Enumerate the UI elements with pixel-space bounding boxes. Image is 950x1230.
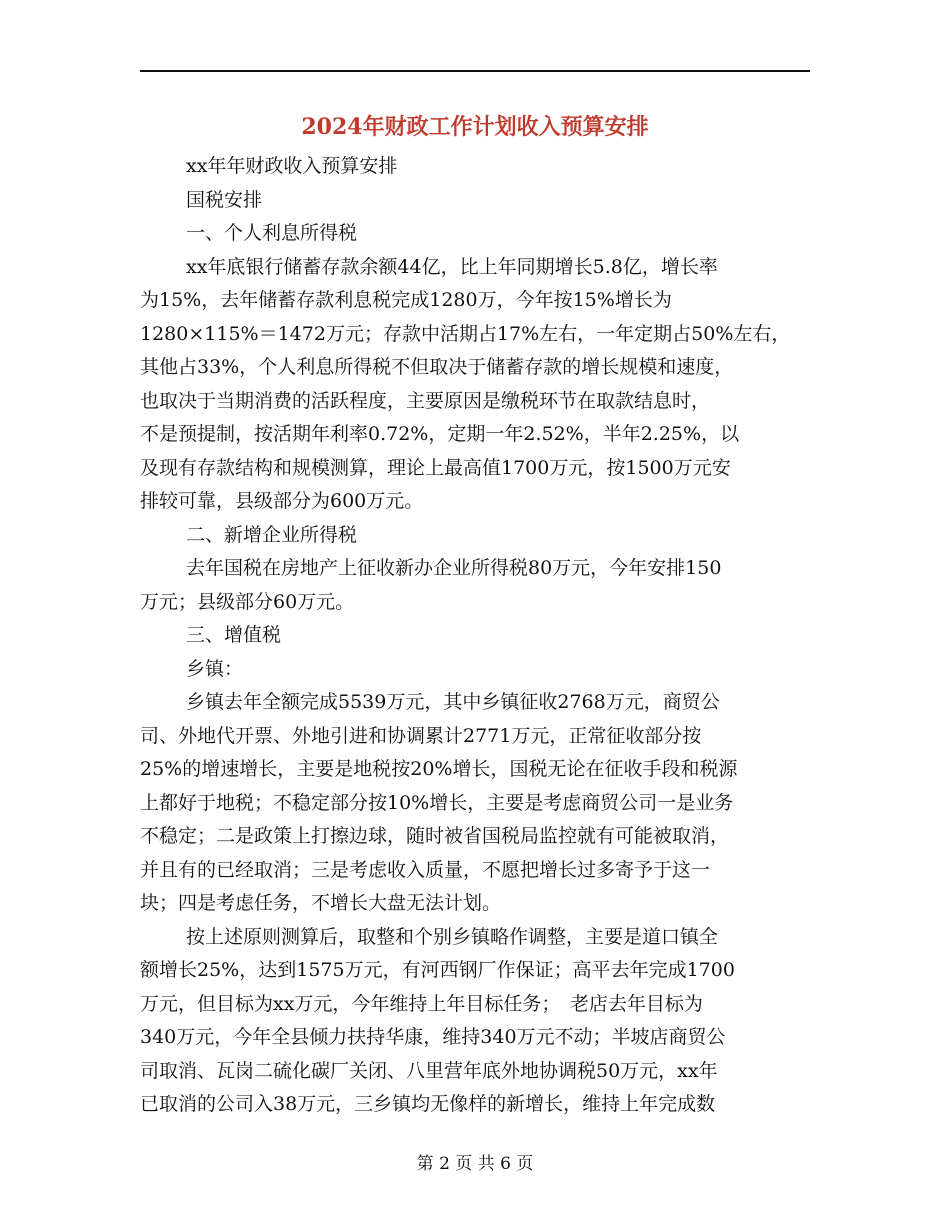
body-line: 万元；县级部分60万元。: [140, 590, 355, 613]
body-line: 也取决于当期消费的活跃程度，主要原因是缴税环节在取款结息时，: [140, 389, 711, 412]
body-line: 国税安排: [186, 188, 263, 211]
body-line: 司、外地代开票、外地引进和协调累计2771万元，正常征收部分按: [140, 724, 702, 747]
body-line: 排较可靠，县级部分为600万元。: [140, 490, 424, 512]
body-line: 及现有存款结构和规模测算，理论上最高值1700万元，按1500万元安: [140, 456, 731, 479]
body-line: 一、个人利息所得税: [186, 222, 358, 244]
body-line: 二、新增企业所得税: [186, 523, 358, 546]
body-line: 乡镇去年全额完成5539万元，其中乡镇征收2768万元，商贸公: [186, 691, 720, 713]
document-title: 2024年财政工作计划收入预算安排: [301, 114, 649, 140]
body-line: 块；四是考虑任务，不增长大盘无法计划。: [140, 892, 502, 914]
body-line: 去年国税在房地产上征收新办企业所得税80万元，今年安排150: [186, 557, 722, 579]
body-line: 已取消的公司入38万元，三乡镇均无像样的新增长，维持上年完成数: [140, 1093, 716, 1115]
body-line: 1280×115%＝1472万元；存款中活期占17%左右，一年定期占50%左右，: [140, 322, 791, 345]
body-line: xx年底银行储蓄存款余额44亿，比上年同期增长5.8亿，增长率: [186, 255, 718, 278]
body-line: 万元，但目标为xx万元，今年维持上年目标任务； 老店去年目标为: [140, 992, 703, 1015]
body-line: 不是预提制，按活期年利率0.72%，定期一年2.52%，半年2.25%，以: [140, 423, 740, 445]
body-line: 上都好于地税；不稳定部分按10%增长，主要是考虑商贸公司一是业务: [140, 791, 734, 814]
body-line: 其他占33%，个人利息所得税不但取决于储蓄存款的增长规模和速度，: [140, 356, 734, 378]
body-line: 额增长25%，达到1575万元，有河西钢厂作保证；高平去年完成1700: [140, 959, 735, 981]
body-line: 司取消、瓦岗二硫化碳厂关闭、八里营年底外地协调税50万元，xx年: [140, 1059, 718, 1082]
page-number-footer: 第 2 页 共 6 页: [416, 1154, 534, 1174]
header-rule: [140, 70, 810, 72]
body-line: 三、增值税: [186, 624, 282, 646]
body-line: 340万元，今年全县倾力扶持华康，维持340万元不动；半坡店商贸公: [140, 1026, 726, 1048]
body-line: 乡镇：: [186, 657, 244, 680]
body-line: 25%的增速增长，主要是地税按20%增长，国税无论在征收手段和税源: [140, 758, 738, 780]
document-body: [140, 150, 810, 1122]
body-line: 按上述原则测算后，取整和个别乡镇略作调整，主要是道口镇全: [186, 925, 719, 948]
body-line: 并且有的已经取消；三是考虑收入质量，不愿把增长过多寄予于这一: [140, 858, 711, 881]
body-line: 不稳定；二是政策上打擦边球，随时被省国税局监控就有可能被取消，: [140, 825, 730, 847]
body-line: 为15%，去年储蓄存款利息税完成1280万，今年按15%增长为: [140, 289, 672, 311]
body-line: xx年年财政收入预算安排: [186, 155, 398, 177]
